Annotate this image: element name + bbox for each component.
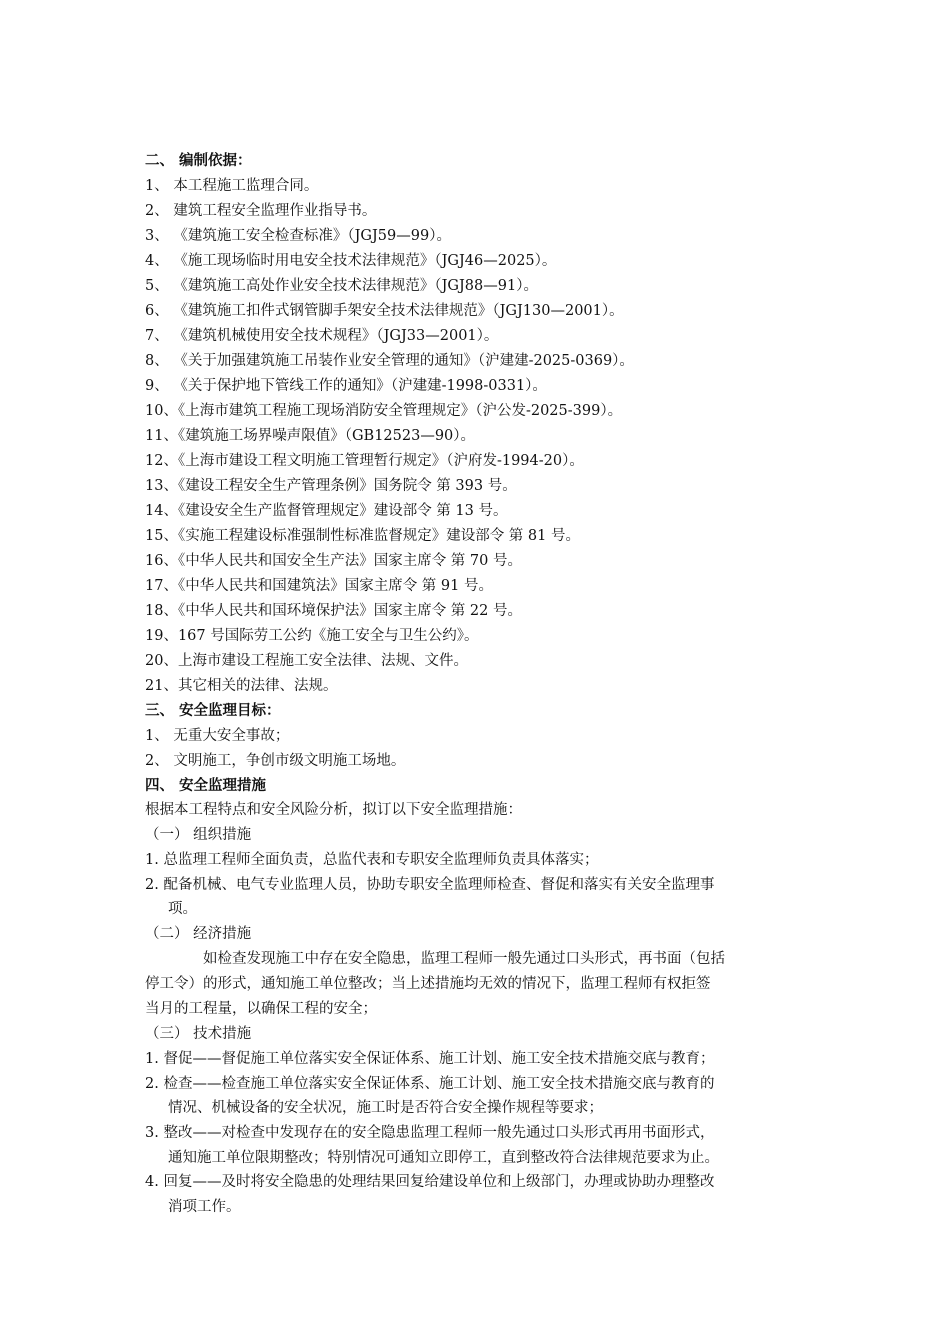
paragraph-line: 停工令）的形式，通知施工单位整改；当上述措施均无效的情况下，监理工程师有权拒签 <box>145 976 711 992</box>
list-item: 11、《建筑施工场界噪声限值》（GB12523—90）。 <box>145 428 476 444</box>
list-item: 2. 配备机械、电气专业监理人员，协助专职安全监理师检查、督促和落实有关安全监理事 <box>145 877 715 893</box>
list-item: 6、 《建筑施工扣件式钢管脚手架安全技术法律规范》（JGJ130—2001）。 <box>145 303 624 319</box>
list-item: 7、 《建筑机械使用安全技术规程》（JGJ33—2001）。 <box>145 328 499 344</box>
list-item-continuation: 项。 <box>168 901 197 917</box>
paragraph-line: 如检查发现施工中存在安全隐患，监理工程师一般先通过口头形式，再书面（包括 <box>203 951 725 967</box>
list-item: 1、 本工程施工监理合同。 <box>145 178 319 194</box>
list-item: 2、 文明施工，争创市级文明施工场地。 <box>145 753 406 769</box>
subsection-title-econ: （二） 经济措施 <box>145 926 252 942</box>
list-item: 18、《中华人民共和国环境保护法》国家主席令 第 22 号。 <box>145 603 522 619</box>
list-item: 5、 《建筑施工高处作业安全技术法律规范》（JGJ88—91）。 <box>145 278 538 294</box>
list-item: 2. 检查——检查施工单位落实安全保证体系、施工计划、施工安全技术措施交底与教育的 <box>145 1076 715 1092</box>
list-item: 1、 无重大安全事故； <box>145 728 290 744</box>
subsection-title-tech: （三） 技术措施 <box>145 1026 252 1042</box>
list-item: 21、其它相关的法律、法规。 <box>145 678 338 694</box>
list-item: 10、《上海市建筑工程施工现场消防安全管理规定》（沪公发-2025-399）。 <box>145 403 623 419</box>
paragraph-line: 当月的工程量，以确保工程的安全； <box>145 1001 377 1017</box>
list-item: 1. 督促——督促施工单位落实安全保证体系、施工计划、施工安全技术措施交底与教育； <box>145 1051 715 1067</box>
list-item-continuation: 消项工作。 <box>168 1199 241 1215</box>
list-item: 20、上海市建设工程施工安全法律、法规、文件。 <box>145 653 468 669</box>
list-item: 3. 整改——对检查中发现存在的安全隐患监理工程师一般先通过口头形式再用书面形式， <box>145 1125 715 1141</box>
list-item: 17、《中华人民共和国建筑法》国家主席令 第 91 号。 <box>145 578 493 594</box>
list-item-continuation: 情况、机械设备的安全状况，施工时是否符合安全操作规程等要求； <box>168 1100 603 1116</box>
list-item: 16、《中华人民共和国安全生产法》国家主席令 第 70 号。 <box>145 553 522 569</box>
section-heading-measures: 四、 安全监理措施 <box>145 777 267 794</box>
section-heading-basis: 二、 编制依据： <box>145 152 252 169</box>
list-item: 14、《建设安全生产监督管理规定》建设部令 第 13 号。 <box>145 503 508 519</box>
list-item: 12、《上海市建设工程文明施工管理暂行规定》（沪府发-1994-20）。 <box>145 453 584 469</box>
list-item: 19、167 号国际劳工公约《施工安全与卫生公约》。 <box>145 628 479 644</box>
list-item: 3、 《建筑施工安全检查标准》（JGJ59—99）。 <box>145 228 451 244</box>
list-item: 4. 回复——及时将安全隐患的处理结果回复给建设单位和上级部门，办理或协助办理整改 <box>145 1174 715 1190</box>
section-heading-goals: 三、 安全监理目标： <box>145 702 281 719</box>
list-item: 1. 总监理工程师全面负责，总监代表和专职安全监理师负责具体落实； <box>145 852 599 868</box>
list-item: 8、 《关于加强建筑施工吊装作业安全管理的通知》（沪建建-2025-0369）。 <box>145 353 634 369</box>
list-item: 9、 《关于保护地下管线工作的通知》（沪建建-1998-0331）。 <box>145 378 547 394</box>
list-item: 2、 建筑工程安全监理作业指导书。 <box>145 203 377 219</box>
list-item-continuation: 通知施工单位限期整改；特别情况可通知立即停工，直到整改符合法律规范要求为止。 <box>168 1150 719 1166</box>
list-item: 13、《建设工程安全生产管理条例》国务院令 第 393 号。 <box>145 478 517 494</box>
subsection-title-org: （一） 组织措施 <box>145 827 252 843</box>
section-intro: 根据本工程特点和安全风险分析，拟订以下安全监理措施： <box>145 802 522 818</box>
list-item: 15、《实施工程建设标准强制性标准监督规定》建设部令 第 81 号。 <box>145 528 580 544</box>
list-item: 4、 《施工现场临时用电安全技术法律规范》（JGJ46—2025）。 <box>145 253 557 269</box>
